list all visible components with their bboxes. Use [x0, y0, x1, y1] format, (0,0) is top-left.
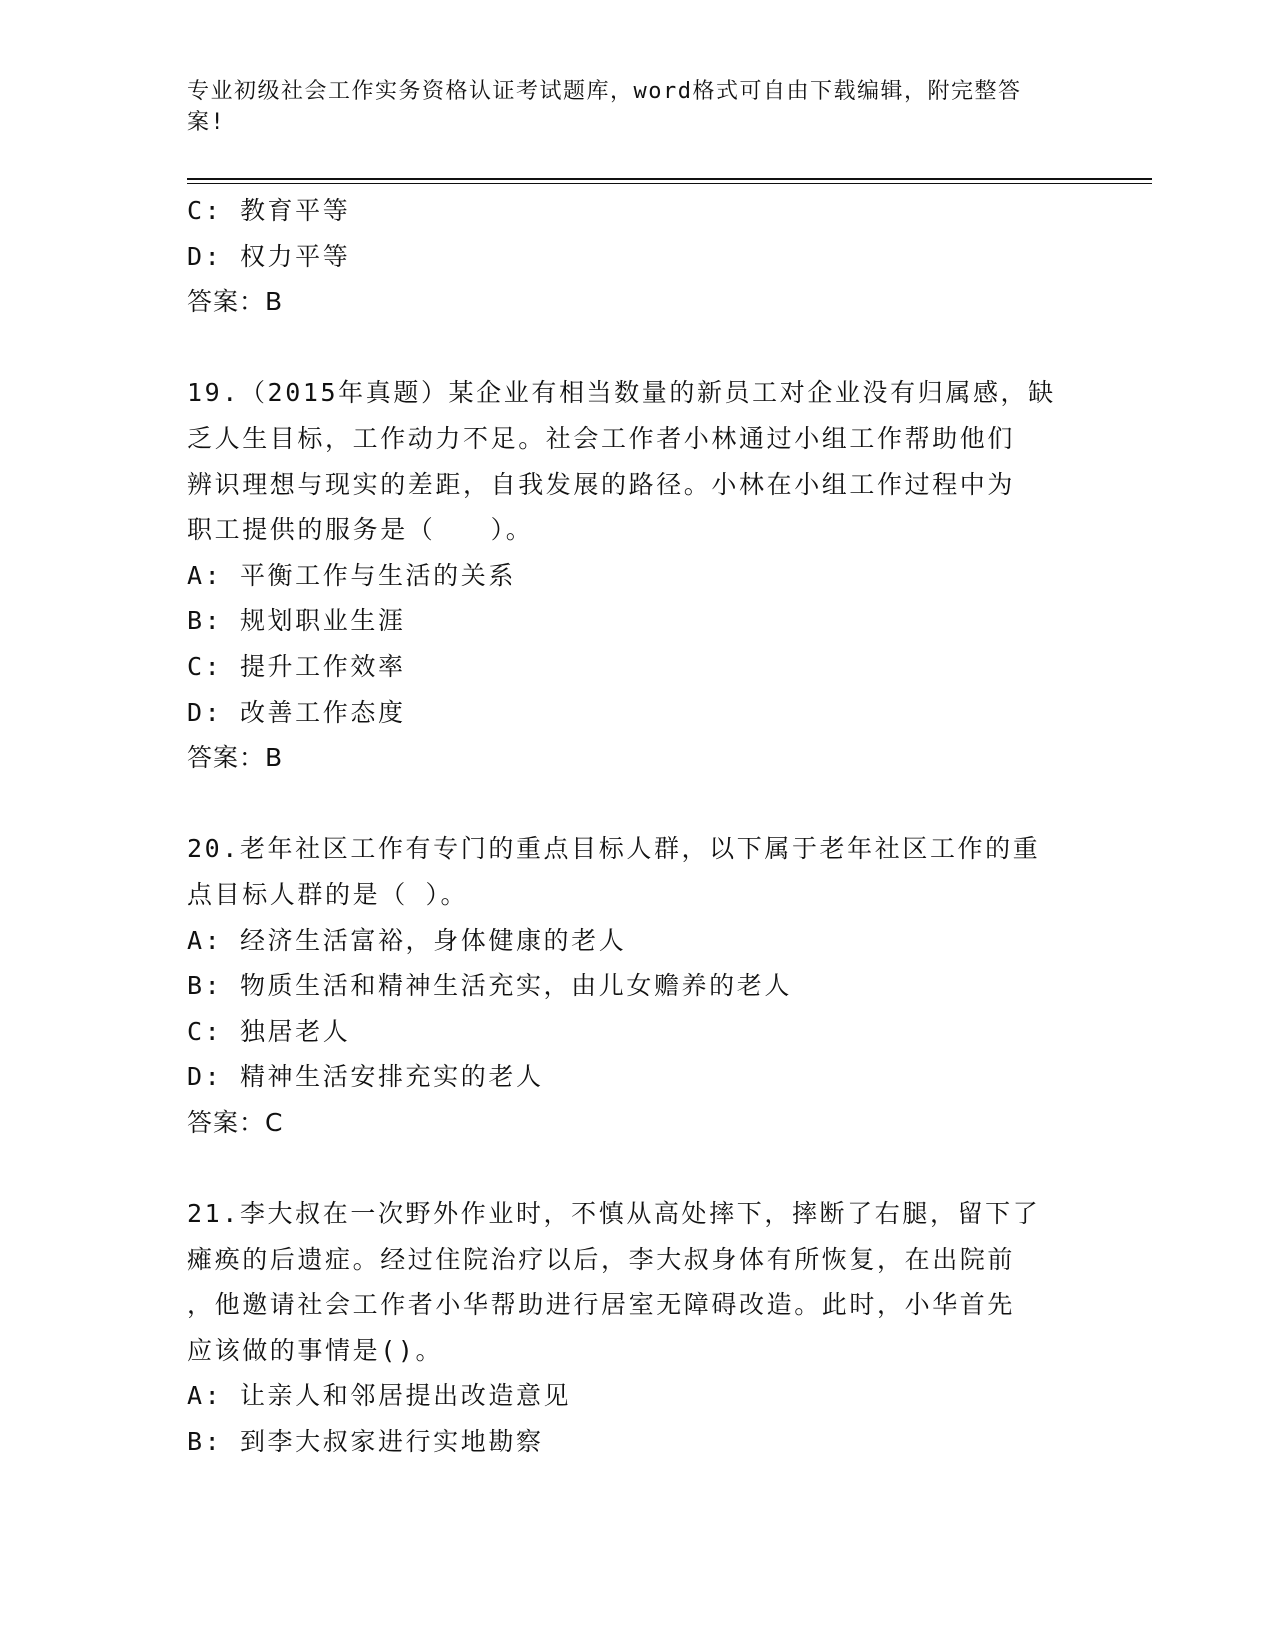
question-stem — [187, 370, 1087, 552]
stem-line: 21.李大叔在一次野外作业时，不慎从高处摔下，摔断了右腿，留下了 — [187, 1199, 1041, 1229]
question-stem — [187, 1191, 1087, 1373]
option-d: D: 改善工作态度 — [187, 697, 406, 727]
option-b: B: 物质生活和精神生活充实，由儿女赡养的老人 — [187, 971, 792, 1001]
option-a: A: 经济生活富裕，身体健康的老人 — [187, 925, 627, 955]
answer: 答案：B — [187, 743, 284, 773]
question-stem — [187, 826, 1087, 917]
stem-line: 20.老年社区工作有专门的重点目标人群，以下属于老年社区工作的重 — [187, 834, 1041, 864]
option-c: C: 教育平等 — [187, 196, 351, 225]
option-a: A: 平衡工作与生活的关系 — [187, 560, 516, 590]
stem-line: 职工提供的服务是（ ）。 — [187, 515, 534, 545]
stem-line: 点目标人群的是（ ）。 — [187, 879, 469, 909]
option-b: B: 到李大叔家进行实地勘察 — [187, 1427, 544, 1457]
option-a: A: 让亲人和邻居提出改造意见 — [187, 1381, 572, 1411]
option-c: C: 独居老人 — [187, 1016, 351, 1046]
spacer — [187, 325, 1087, 371]
question-21 — [187, 1191, 1087, 1465]
answer: 答案：B — [187, 287, 284, 317]
header-line-1: 专业初级社会工作实务资格认证考试题库，word格式可自由下载编辑，附完整答 — [187, 79, 1022, 104]
option-b: B: 规划职业生涯 — [187, 606, 406, 636]
stem-line: 应该做的事情是()。 — [187, 1335, 444, 1365]
question-19 — [187, 370, 1087, 780]
page-header — [187, 76, 1067, 138]
question-18 — [187, 188, 1087, 325]
header-line-2: 案! — [187, 110, 226, 135]
question-20 — [187, 826, 1087, 1145]
spacer — [187, 781, 1087, 827]
option-d: D: 权力平等 — [187, 241, 351, 271]
question-content — [187, 188, 1087, 1465]
option-c: C: 提升工作效率 — [187, 651, 406, 681]
header-divider — [187, 178, 1152, 184]
stem-line: 乏人生目标，工作动力不足。社会工作者小林通过小组工作帮助他们 — [187, 423, 1016, 453]
stem-line: 19.（2015年真题）某企业有相当数量的新员工对企业没有归属感，缺 — [187, 378, 1056, 408]
stem-line: 辨识理想与现实的差距，自我发展的路径。小林在小组工作过程中为 — [187, 469, 1016, 499]
spacer — [187, 1145, 1087, 1191]
stem-line: ，他邀请社会工作者小华帮助进行居室无障碍改造。此时，小华首先 — [187, 1290, 1016, 1320]
answer: 答案：C — [187, 1107, 284, 1137]
option-d: D: 精神生活安排充实的老人 — [187, 1062, 544, 1092]
stem-line: 瘫痪的后遗症。经过住院治疗以后，李大叔身体有所恢复，在出院前 — [187, 1244, 1016, 1274]
